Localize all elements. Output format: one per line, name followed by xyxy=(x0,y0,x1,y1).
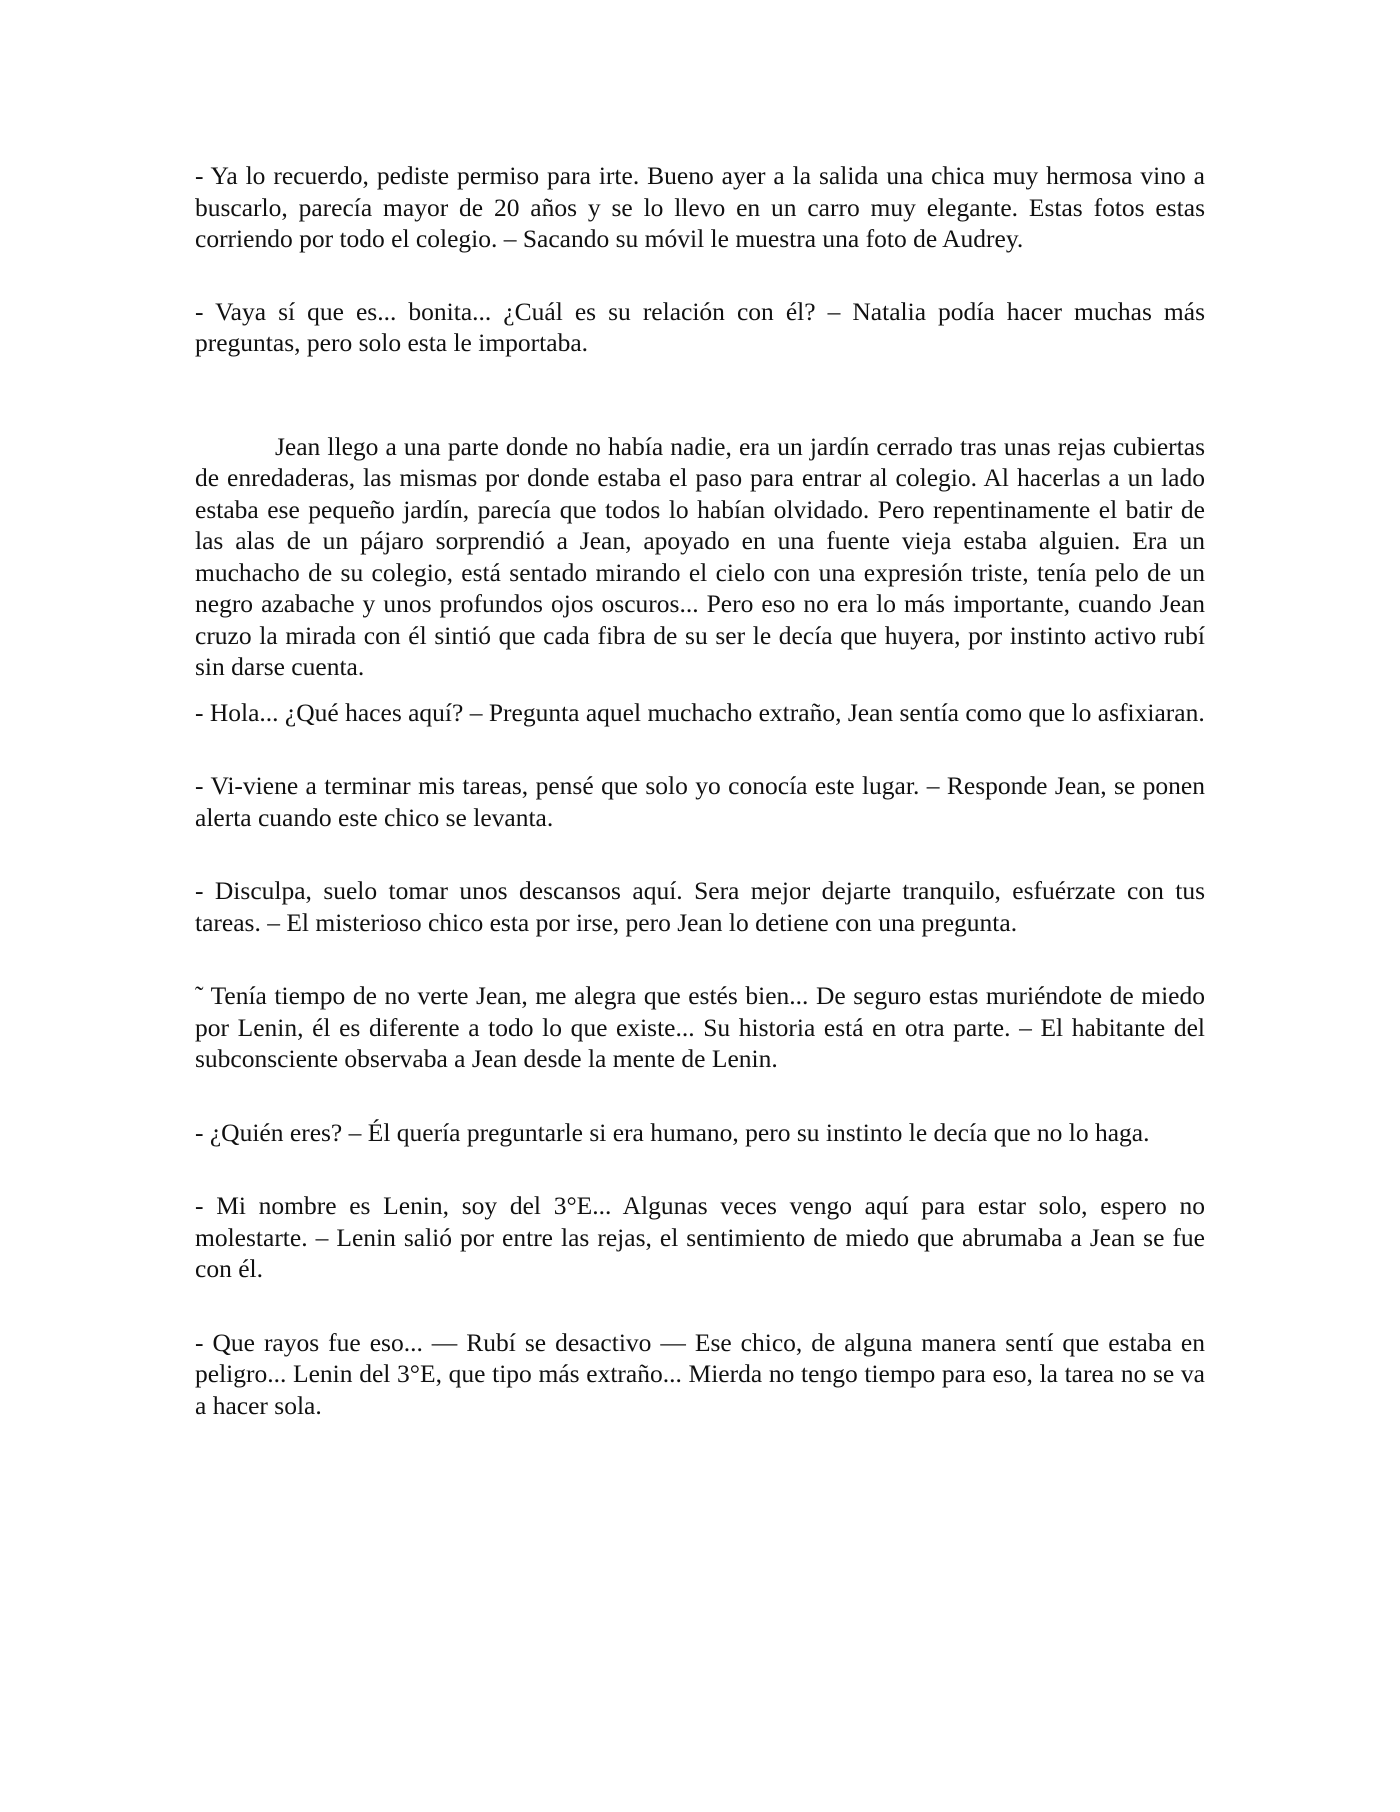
paragraph-7: ˜ Tenía tiempo de no verte Jean, me alegra que estés bien... De seguro estas muriéndote de miedo por Lenin, él es diferente a todo lo que existe... Su historia está en otra parte. – El habitante del subconsciente observaba a Jean desde la mente de Lenin. xyxy=(195,981,1205,1073)
paragraph-10: - Que rayos fue eso... — Rubí se desactivo — Ese chico, de alguna manera sentí que estaba en peligro... Lenin del 3°E, que tipo más extraño... Mierda no tengo tiempo para eso, la tarea no se va a hacer sola. xyxy=(195,1327,1205,1420)
paragraph-3: Jean llego a una parte donde no había nadie, era un jardín cerrado tras unas rejas cubiertas de enredaderas, las mismas por donde estaba el paso para entrar al colegio. Al hacerlas a un lado estaba ese pequeño jardín, parecía que todos lo habían olvidado. Pero repentinamente el batir de las alas de un pájaro sorprendió a Jean, apoyado en una fuente vieja estaba alguien. Era un muchacho de su colegio, está sentado mirando el cielo con una expresión triste, tenía pelo de un negro azabache y unos profundos ojos oscuros... Pero eso no era lo más importante, cuando Jean cruzo la mirada con él sintió que cada fibra de su ser le decía que huyera, por instinto activo rubí sin darse cuenta. xyxy=(195,431,1205,681)
paragraph-1: - Ya lo recuerdo, pediste permiso para irte. Bueno ayer a la salida una chica muy hermosa vino a buscarlo, parecía mayor de 20 años y se lo llevo en un carro muy elegante. Estas fotos estas corriendo por todo el colegio. – Sacando su móvil le muestra una foto de Audrey. xyxy=(195,161,1205,253)
paragraph-2: - Vaya sí que es... bonita... ¿Cuál es su relación con él? – Natalia podía hacer muchas más preguntas, pero solo esta le importaba. xyxy=(195,296,1205,357)
paragraph-8: - ¿Quién eres? – Él quería preguntarle si era humano, pero su instinto le decía que no lo haga. xyxy=(195,1117,1150,1147)
document-page xyxy=(195,160,1205,1421)
paragraph-9: - Mi nombre es Lenin, soy del 3°E... Algunas veces vengo aquí para estar solo, espero no molestarte. – Lenin salió por entre las rejas, el sentimiento de miedo que abrumaba a Jean se fue con él. xyxy=(195,1191,1205,1283)
paragraph-4: - Hola... ¿Qué haces aquí? – Pregunta aquel muchacho extraño, Jean sentía como que lo asfixiaran. xyxy=(195,697,1205,727)
paragraph-5: - Vi-viene a terminar mis tareas, pensé que solo yo conocía este lugar. – Responde Jean, se ponen alerta cuando este chico se levanta. xyxy=(195,771,1205,832)
paragraph-6: - Disculpa, suelo tomar unos descansos aquí. Sera mejor dejarte tranquilo, esfuérzate con tus tareas. – El misterioso chico esta por irse, pero Jean lo detiene con una pregunta. xyxy=(195,876,1205,937)
